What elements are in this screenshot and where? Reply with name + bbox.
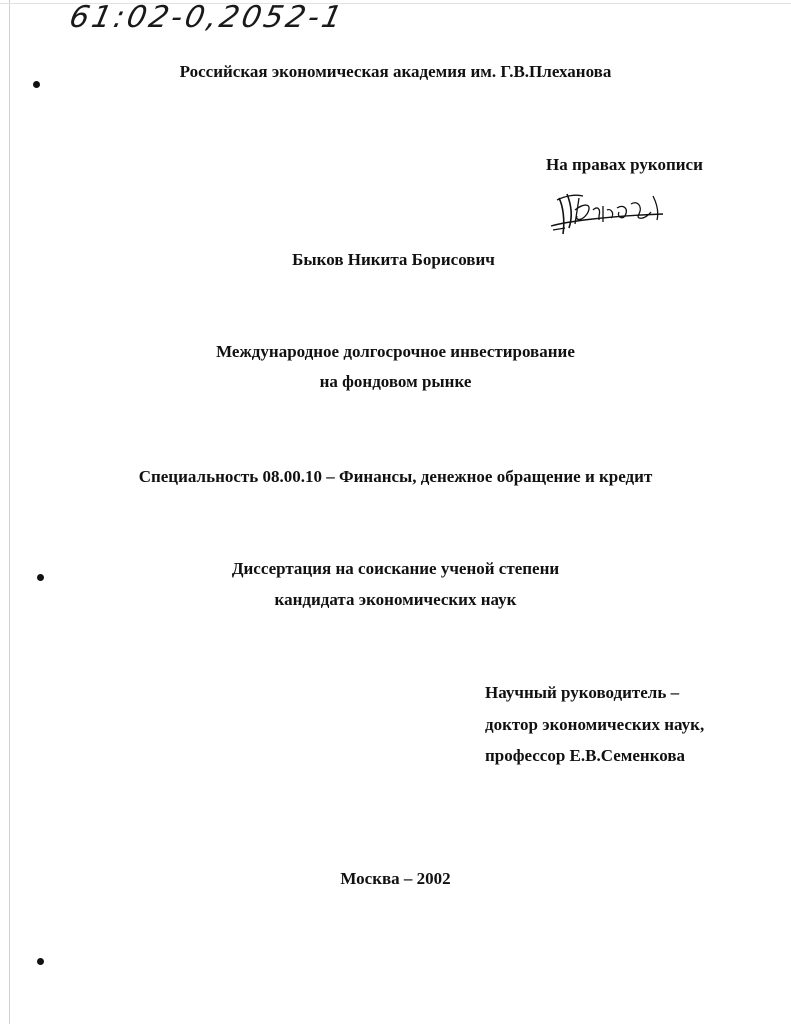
dissertation-title-line-1: Международное долгосрочное инвестирование [216,342,575,361]
place-and-year: Москва – 2002 [340,869,451,888]
supervisor-label: Научный руководитель – [485,683,680,702]
author-name: Быков Никита Борисович [292,250,495,269]
author-signature [545,186,670,238]
manuscript-rights-label: На правах рукописи [546,155,703,174]
handwritten-archive-code: 61:02-0,2052-1 [66,0,348,35]
punch-hole-mark [33,81,40,88]
specialty-line: Специальность 08.00.10 – Финансы, денежное обращение и кредит [138,467,653,486]
dissertation-title-line-2: на фондовом рынке [319,372,472,391]
supervisor-degree: доктор экономических наук, [485,715,705,734]
punch-hole-mark [37,958,44,965]
institution-name: Российская экономическая академия им. Г.В.Плеханова [179,62,612,81]
supervisor-name: профессор Е.В.Семенкова [485,746,686,765]
degree-line-2: кандидата экономических наук [274,590,517,609]
degree-line-1: Диссертация на соискание ученой степени [231,559,560,578]
